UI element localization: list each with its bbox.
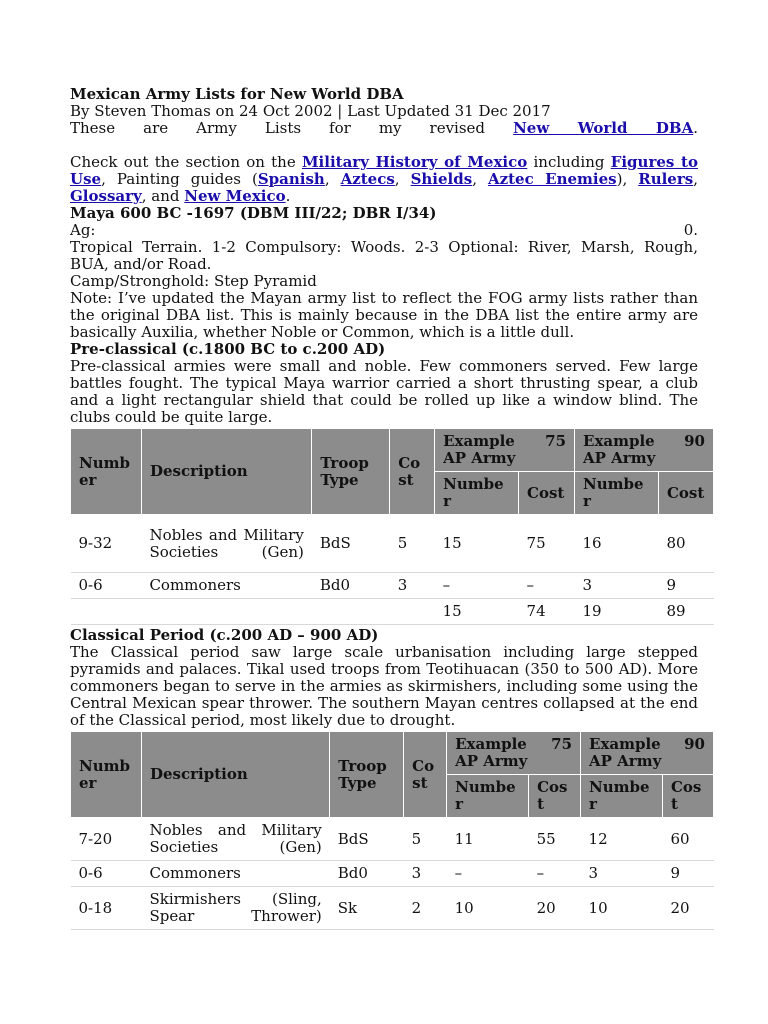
table-row-total: 15 74 19 89 xyxy=(71,599,714,625)
link-shields[interactable]: Shields xyxy=(410,170,473,188)
header-sub-cost: Cos t xyxy=(529,775,581,818)
header-sub-number: Numbe r xyxy=(575,472,659,515)
header-sub-number: Numbe r xyxy=(581,775,663,818)
table-row: 0-6 Commoners Bd0 3 – – 3 9 xyxy=(71,861,714,887)
classical-table xyxy=(70,731,714,930)
header-cost: Co st xyxy=(404,732,447,818)
terrain-text: Tropical Terrain. 1-2 Compulsory: Woods. 2-3 Optional: River, Marsh, Rough, BUA, and/or Road. xyxy=(70,238,698,273)
header-number: Numb er xyxy=(71,429,142,515)
link-military-history[interactable]: Military History of Mexico xyxy=(301,153,528,171)
header-description: Description xyxy=(141,429,311,515)
link-new-mexico[interactable]: New Mexico xyxy=(184,187,286,205)
preclassical-table xyxy=(70,428,714,625)
table-row: 0-6 Commoners Bd0 3 – – 3 9 xyxy=(71,573,714,599)
header-sub-cost: Cost xyxy=(519,472,575,515)
maya-heading: Maya 600 BC -1697 (DBM III/22; DBR I/34) xyxy=(70,204,437,222)
link-spanish[interactable]: Spanish xyxy=(257,170,325,188)
table-row: 9-32 Nobles and Military Societies (Gen) BdS 5 15 75 16 80 xyxy=(71,515,714,573)
header-troop-type: Troop Type xyxy=(312,429,390,515)
intro-paragraph: These are Army Lists for my revised New World DBA. xyxy=(70,119,699,137)
checkout-paragraph: Check out the section on the Military History of Mexico including Figures to Use, Painting guides (Spanish, Aztecs, Shields, Aztec Enemies), Rulers, Glossary, and New Mexico. xyxy=(70,153,698,205)
byline: By Steven Thomas on 24 Oct 2002 | Last Updated 31 Dec 2017 xyxy=(70,102,551,120)
ag-row: Ag: 0. xyxy=(70,221,698,239)
link-figures-to-use[interactable]: Figures to Use xyxy=(70,153,698,188)
table-row: 0-18 Skirmishers (Sling, Spear Thrower) Sk 2 10 20 10 20 xyxy=(71,887,714,930)
camp-text: Camp/Stronghold: Step Pyramid xyxy=(70,272,317,290)
header-troop-type: Troop Type xyxy=(330,732,404,818)
page-title: Mexican Army Lists for New World DBA xyxy=(70,85,404,103)
header-sub-cost: Cost xyxy=(658,472,713,515)
document-body xyxy=(70,85,705,930)
header-example-90: Example 90 AP Army xyxy=(575,429,714,472)
link-aztecs[interactable]: Aztecs xyxy=(340,170,395,188)
header-description: Description xyxy=(141,732,329,818)
link-glossary[interactable]: Glossary xyxy=(70,187,142,205)
header-example-75: Example 75 AP Army xyxy=(447,732,581,775)
classical-text: The Classical period saw large scale urbanisation including large stepped pyramids and palaces. Tikal used troops from Teotihuacan (350 to 500 AD). More commoners began to serve in the armies as skirmishers, including some using the Central Mexican spear thrower. The southern Mayan centres collapsed at the end of the Classical period, most likely due to drought. xyxy=(70,643,698,729)
header-example-90: Example 90 AP Army xyxy=(581,732,714,775)
classical-heading: Classical Period (c.200 AD – 900 AD) xyxy=(70,626,379,644)
header-sub-cost: Cos t xyxy=(662,775,713,818)
header-number: Numb er xyxy=(71,732,142,818)
header-sub-number: Numbe r xyxy=(435,472,519,515)
link-rulers[interactable]: Rulers xyxy=(638,170,694,188)
preclassical-text: Pre-classical armies were small and noble. Few commoners served. Few large battles fought. The typical Maya warrior carried a short thrusting spear, a club and a light rectangular shield that could be rolled up like a window blind. The clubs could be quite large. xyxy=(70,357,698,426)
table-row: 7-20 Nobles and Military Societies (Gen) BdS 5 11 55 12 60 xyxy=(71,818,714,861)
header-example-75: Example 75 AP Army xyxy=(435,429,575,472)
header-cost: Co st xyxy=(390,429,435,515)
link-aztec-enemies[interactable]: Aztec Enemies xyxy=(487,170,617,188)
preclassical-heading: Pre-classical (c.1800 BC to c.200 AD) xyxy=(70,340,386,358)
header-sub-number: Numbe r xyxy=(447,775,529,818)
link-new-world-dba[interactable]: New World DBA xyxy=(513,119,694,137)
note-text: Note: I’ve updated the Mayan army list to reflect the FOG army lists rather than the original DBA list. This is mainly because in the DBA list the entire army are basically Auxilia, whether Noble or Common, which is a little dull. xyxy=(70,289,698,341)
